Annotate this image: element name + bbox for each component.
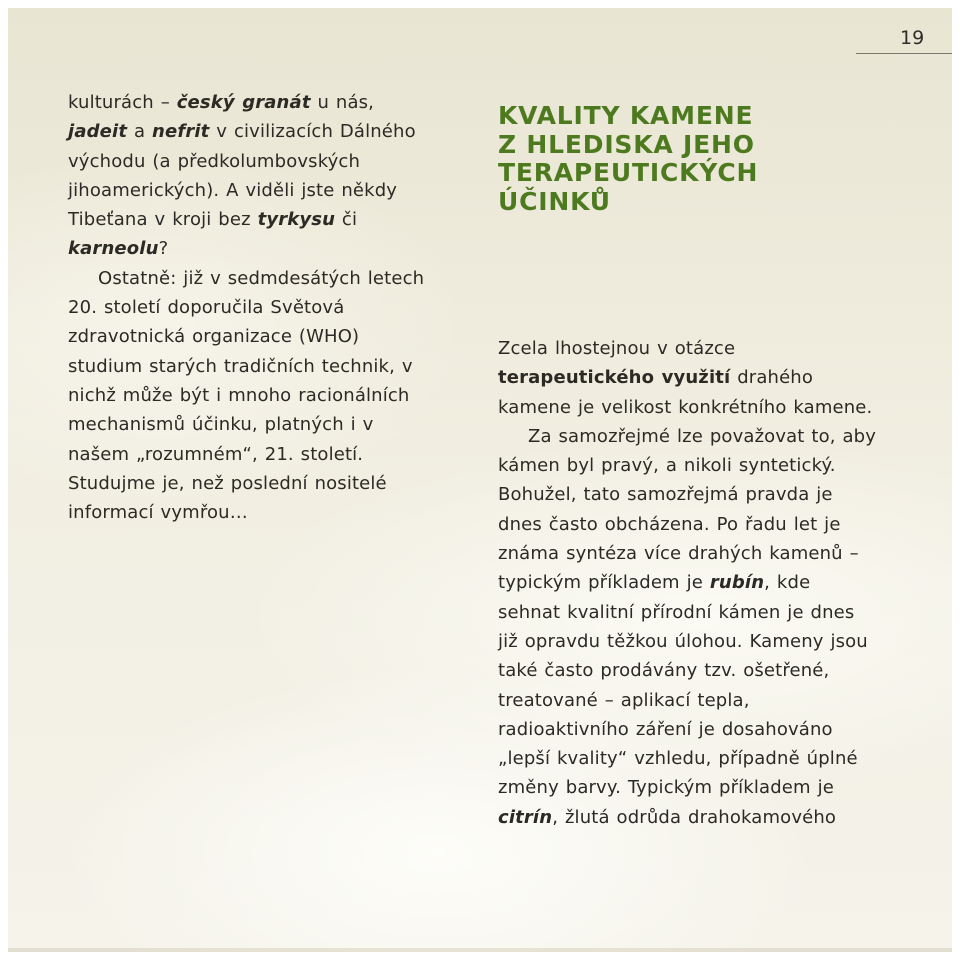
text-run: u nás, [310,92,375,113]
section-heading [498,102,878,216]
page-number: 19 [900,27,925,49]
right-column [498,102,878,832]
text-run: a [127,121,153,143]
document-page [8,8,952,952]
term-nefrit: nefrit [152,121,210,143]
term-jadeit: jadeit [68,121,128,143]
text-run: či [335,209,358,231]
term-terapeuticke-vyuziti: terapeutického využití [498,367,731,389]
text-run: drahého kamene je velikost konkrétního kamene. [498,367,873,418]
term-karneol: karneolu [68,238,159,260]
left-paragraph-2: Ostatně: již v sedmdesátých letech 20. století doporučila Světová zdravotnická organizace (WHO) studium starých tradičních technik, v nichž může být i mnoho racionálních mechanismů účinku, platných i v našem „rozumném“, 21. století. Studujme je, než poslední nositelé informací vymřou… [68,267,425,524]
left-paragraph-1 [68,88,438,264]
term-rubin: rubín [709,572,765,594]
text-run: , žlutá odrůda drahokamového [552,806,837,828]
text-run: , kde sehnat kvalitní přírodní kámen je dnes již opravdu těžkou úlohou. Kameny jsou také často prodávány tzv. ošetřené, treatované – aplikací tepla, radioaktivního záření je dosahováno „lepší kvality“ vzhledu, případně úplné změny barvy. Typickým příkladem je [498,572,868,799]
heading-line-3: TERAPEUTICKÝCH ÚČINKŮ [498,158,759,216]
term-citrin: citrín [498,806,553,828]
text-run: Zcela lhostejnou v otázce [498,338,736,359]
text-run: Za samozřejmé lze považovat to, aby kámen byl pravý, a nikoli syntetický. Bohužel, tato samozřejmá pravda je dnes často obcházena. Po řadu let je známa syntéza více drahých kamenů – typickým příkladem je [498,425,877,594]
text-run: v civilizacích Dálného východu (a předkolumbovských jihoamerických). A viděli jste někdy Tibeťana v kroji bez [68,121,416,231]
page-number-rule [856,53,952,54]
text-run: kulturách – [68,92,177,113]
term-tyrkys: tyrkysu [257,209,336,231]
right-paragraph-2 [498,422,878,832]
left-column [68,88,438,527]
heading-line-1: KVALITY KAMENE [498,101,754,130]
right-paragraph-1 [498,334,878,422]
right-body [498,334,878,832]
text-run: ? [158,238,169,260]
heading-line-2: Z HLEDISKA JEHO [498,129,755,159]
term-cesky-granat: český granát [176,92,311,113]
